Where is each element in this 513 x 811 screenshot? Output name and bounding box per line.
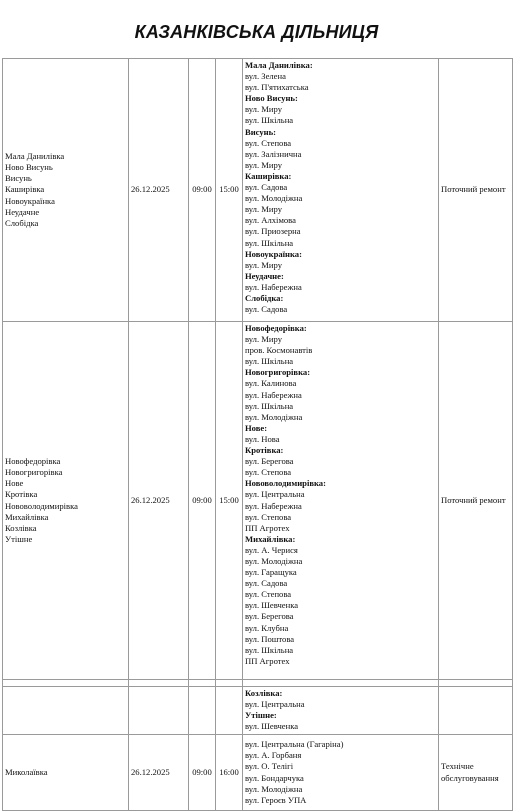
street-item: вул. Шевченка bbox=[245, 600, 299, 611]
settlement-name: Кротівка bbox=[5, 489, 38, 500]
street-item: вул. Шкільна bbox=[245, 237, 294, 248]
village-heading: Неудачне: bbox=[245, 270, 284, 281]
street-item: вул. Центральна bbox=[245, 489, 305, 500]
settlement-name: Утішне bbox=[5, 533, 33, 544]
village-heading: Нове: bbox=[245, 422, 268, 433]
street-item: вул. Берегова bbox=[245, 456, 294, 467]
street-item: вул. Степова bbox=[245, 137, 292, 148]
street-item: вул. А. Горбаня bbox=[245, 750, 302, 761]
addresses-cell bbox=[243, 687, 439, 735]
street-item: ПП Агротех bbox=[245, 522, 290, 533]
village-heading: Козлівка: bbox=[245, 688, 283, 698]
street-item: вул. Поштова bbox=[245, 633, 295, 644]
table-row bbox=[3, 59, 513, 322]
street-item: вул. Центральна bbox=[245, 699, 305, 710]
settlements-cell bbox=[3, 322, 129, 680]
village-heading: Утішне: bbox=[245, 710, 277, 721]
settlement-name: Висунь bbox=[5, 173, 32, 184]
street-item: вул. Миру bbox=[245, 204, 282, 215]
street-item: вул. Набережна bbox=[245, 281, 302, 292]
table-row bbox=[3, 687, 513, 735]
street-item: вул. Берегова bbox=[245, 611, 294, 622]
village-heading: Михайлівка: bbox=[245, 533, 296, 544]
settlements-cell bbox=[3, 735, 129, 811]
village-heading: Новофедорівка: bbox=[245, 323, 307, 333]
work-type-cell: Поточний ремонт bbox=[439, 59, 513, 322]
street-item: вул. Шкільна bbox=[245, 356, 294, 367]
end-time-cell: 15:00 bbox=[216, 322, 243, 680]
street-item: пров. Космонавтів bbox=[245, 345, 313, 356]
street-item: вул. Шкільна bbox=[245, 115, 294, 126]
settlement-name: Козлівка bbox=[5, 522, 37, 533]
addresses-cell bbox=[243, 322, 439, 680]
date-cell: 26.12.2025 bbox=[129, 322, 189, 680]
street-item: вул. Молодіжна bbox=[245, 783, 303, 794]
street-item: вул. Миру bbox=[245, 259, 282, 270]
addresses-cell bbox=[243, 59, 439, 322]
settlement-name: Нове bbox=[5, 478, 24, 489]
street-item: ПП Агротех bbox=[245, 655, 290, 666]
street-item: вул. Молодіжна bbox=[245, 555, 303, 566]
work-type-cell: Технічне обслуговування bbox=[439, 735, 513, 811]
page-break-gap bbox=[3, 680, 513, 687]
street-item: вул. Калинова bbox=[245, 378, 297, 389]
date-cell: 26.12.2025 bbox=[129, 735, 189, 811]
street-item: вул. Садова bbox=[245, 578, 288, 589]
street-item: вул. Степова bbox=[245, 589, 292, 600]
date-cell: 26.12.2025 bbox=[129, 59, 189, 322]
street-item: вул. Шкільна bbox=[245, 644, 294, 655]
table-row bbox=[3, 735, 513, 811]
village-heading: Слобідка: bbox=[245, 292, 284, 303]
street-item: вул. А. Черися bbox=[245, 544, 298, 555]
settlement-name: Новоукраїнка bbox=[5, 195, 55, 206]
street-item: вул. Шевченка bbox=[245, 721, 299, 732]
street-item: вул. Молодіжна bbox=[245, 411, 303, 422]
settlement-name: Ново Висунь bbox=[5, 162, 53, 173]
village-heading: Мала Данилівка: bbox=[245, 60, 313, 70]
street-item: вул. Приозерна bbox=[245, 226, 301, 237]
village-heading: Новогригорівка: bbox=[245, 367, 311, 378]
start-time-cell: 09:00 bbox=[189, 59, 216, 322]
street-item: вул. Нова bbox=[245, 433, 280, 444]
work-type-cell: Поточний ремонт bbox=[439, 322, 513, 680]
outage-table bbox=[2, 58, 513, 811]
settlement-name: Нововолодимирівка bbox=[5, 500, 78, 511]
settlement-name: Михайлівка bbox=[5, 511, 49, 522]
street-item: вул. Набережна bbox=[245, 389, 302, 400]
street-item: вул. О. Телігi bbox=[245, 761, 294, 772]
village-heading: Новоукраїнка: bbox=[245, 248, 302, 259]
street-item: вул. Миру bbox=[245, 159, 282, 170]
village-heading: Каширівка: bbox=[245, 170, 292, 181]
table-row bbox=[3, 322, 513, 680]
settlement-name: Слобідка bbox=[5, 217, 39, 228]
start-time-cell: 09:00 bbox=[189, 735, 216, 811]
street-item: вул. Миру bbox=[245, 104, 282, 115]
street-item: вул. Степова bbox=[245, 511, 292, 522]
street-item: вул. Залізнична bbox=[245, 148, 302, 159]
village-heading: Ново Висунь: bbox=[245, 93, 298, 104]
street-item: вул. Центральна (Гагаріна) bbox=[245, 739, 344, 750]
settlements-cell bbox=[3, 59, 129, 322]
village-heading: Нововолодимирівка: bbox=[245, 478, 326, 489]
page-title: КАЗАНКІВСЬКА ДІЛЬНИЦЯ bbox=[134, 22, 379, 42]
end-time-cell: 15:00 bbox=[216, 59, 243, 322]
street-item: вул. Бондарчука bbox=[245, 772, 304, 783]
street-item: вул. Миру bbox=[245, 334, 282, 345]
street-item: вул. П'ятихатська bbox=[245, 82, 309, 93]
street-item: вул. Зелена bbox=[245, 71, 286, 82]
end-time-cell: 16:00 bbox=[216, 735, 243, 811]
village-heading: Кротівка: bbox=[245, 445, 284, 456]
street-item: вул. Садова bbox=[245, 182, 288, 193]
street-item: вул. Набережна bbox=[245, 500, 302, 511]
street-item: вул. Садова bbox=[245, 304, 288, 315]
settlement-name: Неудачне bbox=[5, 206, 40, 217]
street-item: вул. Гаращука bbox=[245, 567, 297, 578]
addresses-cell bbox=[243, 735, 439, 811]
settlement-name: Новогригорівка bbox=[5, 467, 63, 478]
street-item: вул. Степова bbox=[245, 467, 292, 478]
settlement-name: Каширівка bbox=[5, 184, 45, 195]
street-item: вул. Молодіжна bbox=[245, 193, 303, 204]
settlement-name: Новофедорівка bbox=[5, 456, 61, 467]
street-item: вул. Шкільна bbox=[245, 400, 294, 411]
settlement-name: Миколаївка bbox=[5, 766, 48, 777]
street-item: вул. Клубна bbox=[245, 622, 289, 633]
street-item: вул. Алхімова bbox=[245, 215, 296, 226]
village-heading: Висунь: bbox=[245, 126, 277, 137]
settlement-name: Мала Данилівка bbox=[5, 151, 65, 162]
start-time-cell: 09:00 bbox=[189, 322, 216, 680]
street-item: вул. Героєв УПА bbox=[245, 794, 307, 805]
